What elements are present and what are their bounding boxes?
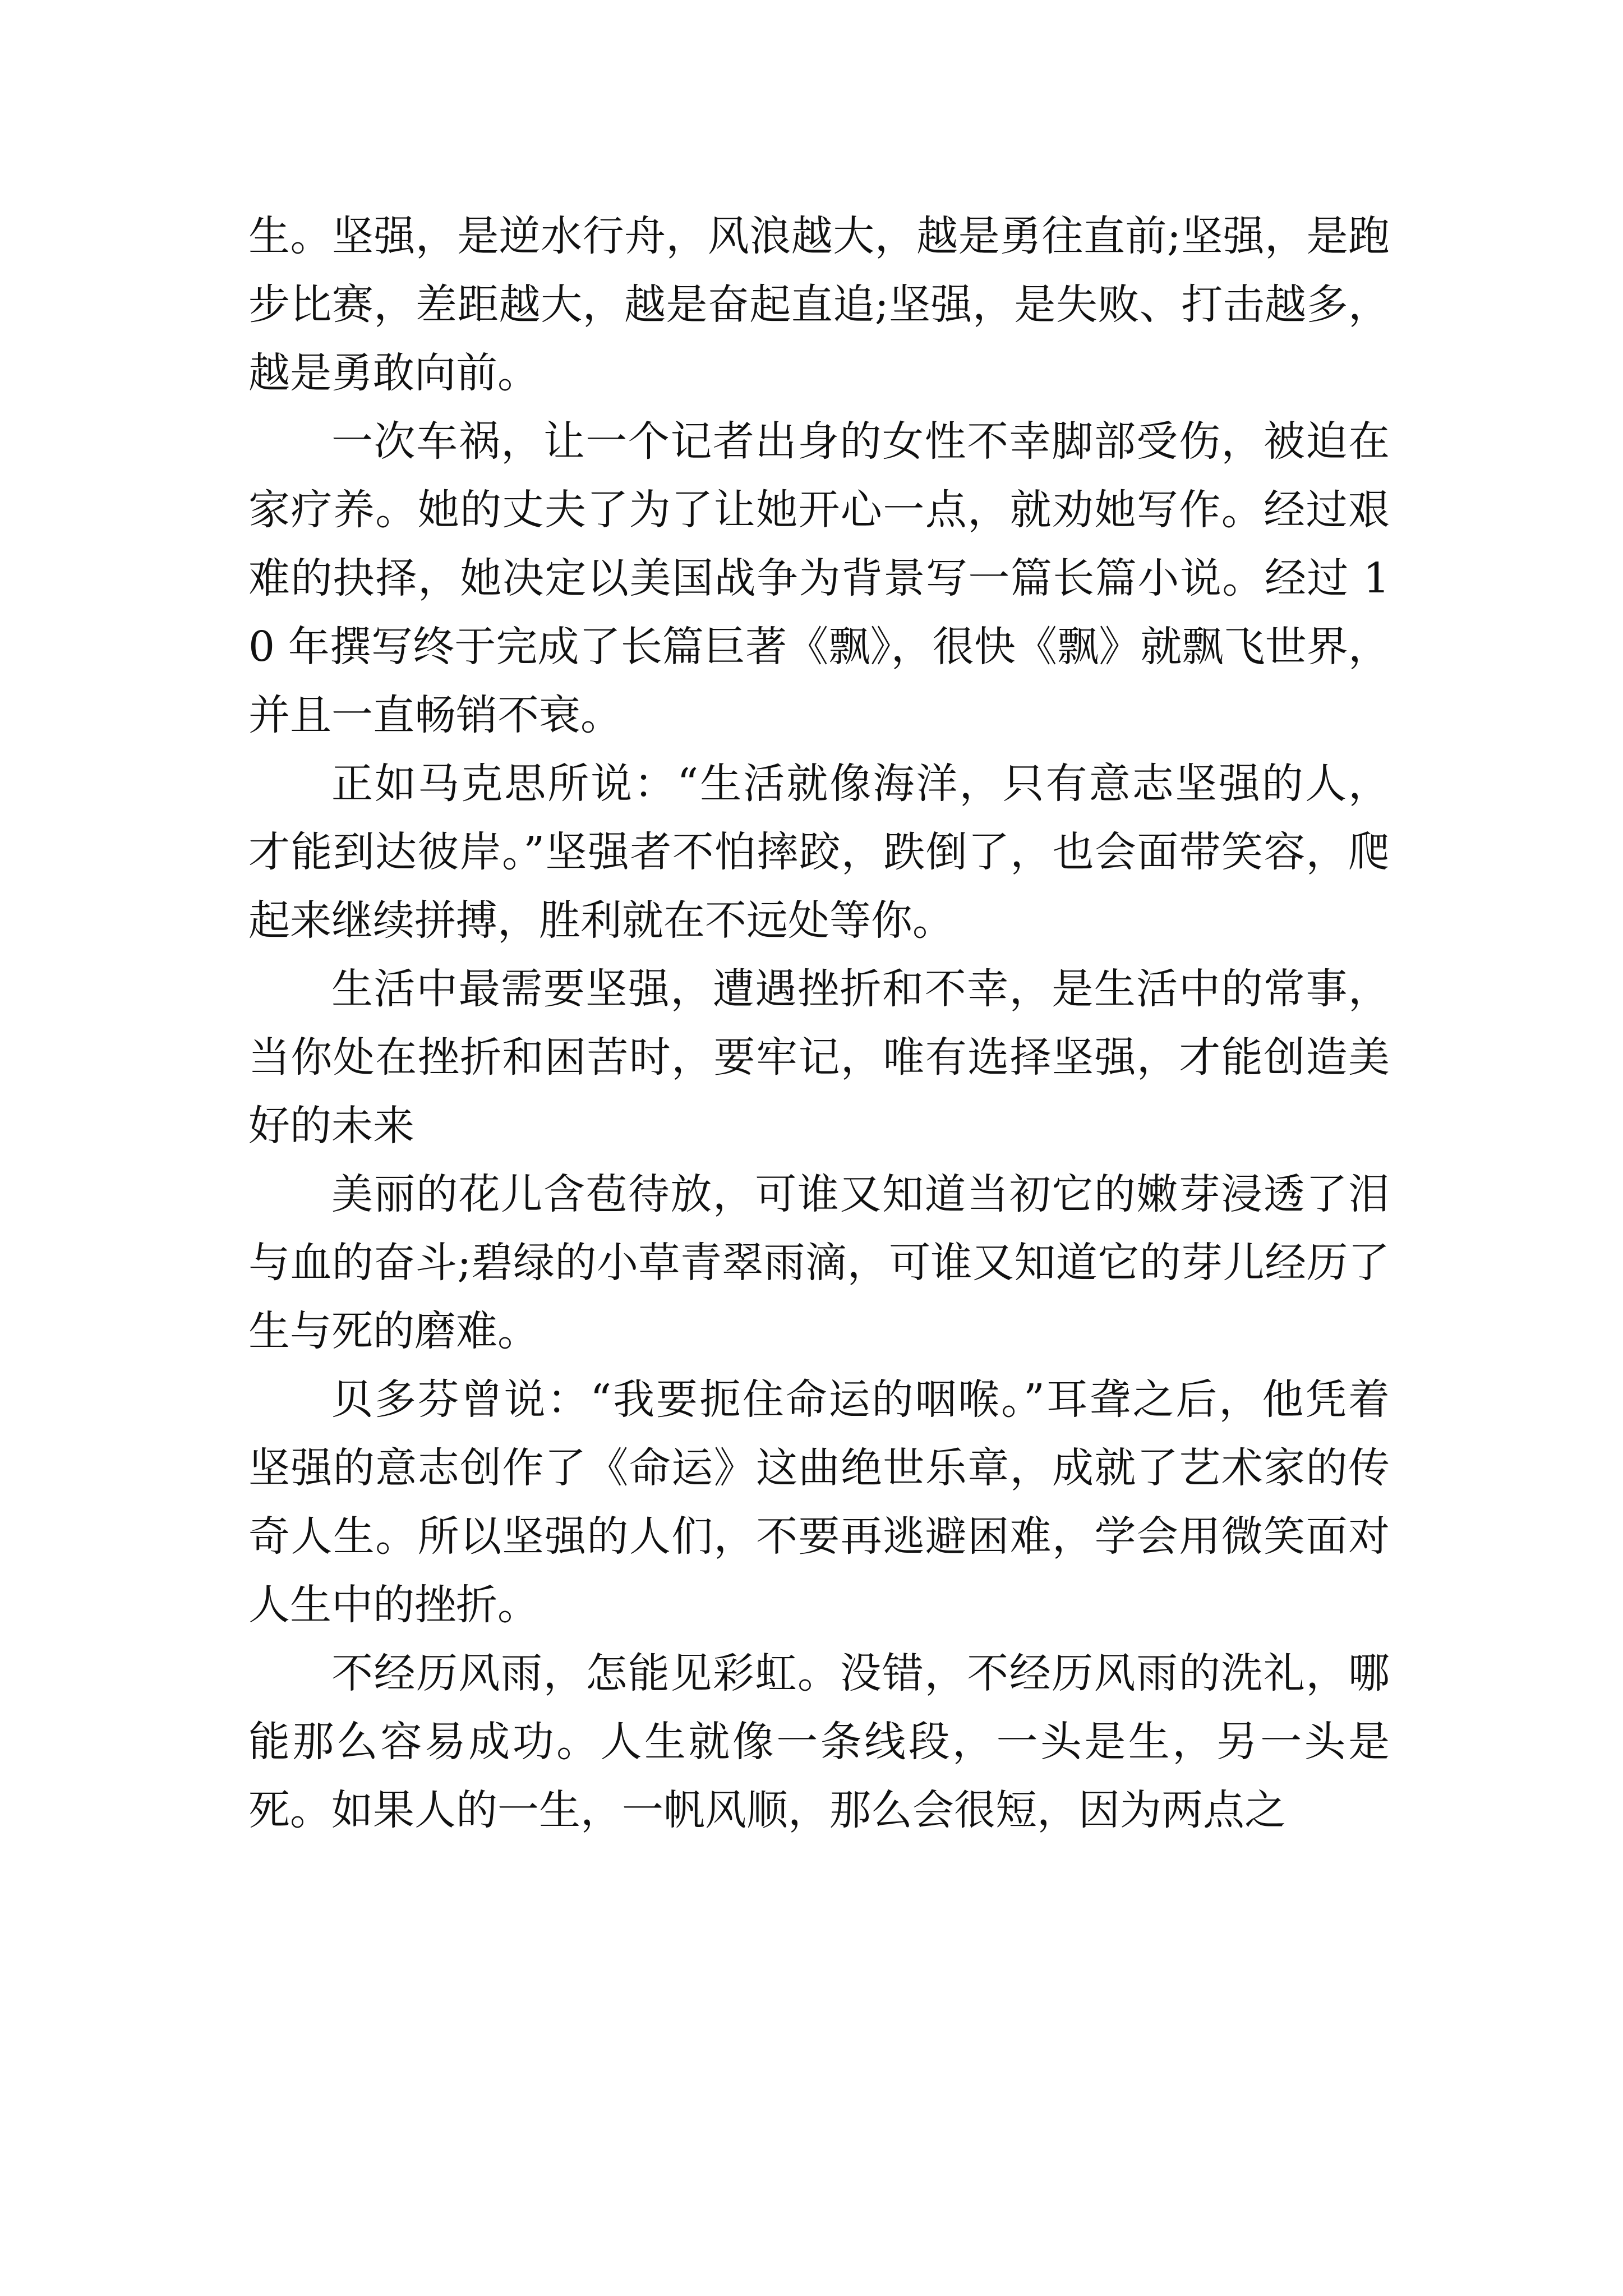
document-body	[248, 202, 1390, 1844]
paragraph-continuation: 生。坚强，是逆水行舟，风浪越大，越是勇往直前;坚强，是跑步比赛，差距越大，越是奋起直追;坚强，是失败、打击越多，越是勇敢向前。	[248, 212, 1390, 397]
paragraph: 贝多芬曾说：“我要扼住命运的咽喉。”耳聋之后，他凭着坚强的意志创作了《命运》这曲绝世乐章，成就了艺术家的传奇人生。所以坚强的人们，不要再逃避困难，学会用微笑面对人生中的挫折。	[248, 1375, 1390, 1629]
paragraph: 正如马克思所说：“生活就像海洋，只有意志坚强的人，才能到达彼岸。”坚强者不怕摔跤，跌倒了，也会面带笑容，爬起来继续拼搏，胜利就在不远处等你。	[248, 760, 1390, 945]
paragraph: 一次车祸，让一个记者出身的女性不幸脚部受伤，被迫在家疗养。她的丈夫了为了让她开心一点，就劝她写作。经过艰难的抉择，她决定以美国战争为背景写一篇长篇小说。经过 10 年撰写终于完成了长篇巨著《飘》，很快《飘》就飘飞世界，并且一直畅销不衰。	[248, 417, 1390, 739]
paragraph: 不经历风雨，怎能见彩虹。没错，不经历风雨的洗礼，哪能那么容易成功。人生就像一条线段，一头是生，另一头是死。如果人的一生，一帆风顺，那么会很短，因为两点之	[248, 1649, 1390, 1834]
paragraph: 美丽的花儿含苞待放，可谁又知道当初它的嫩芽浸透了泪与血的奋斗;碧绿的小草青翠雨滴，可谁又知道它的芽儿经历了生与死的磨难。	[248, 1170, 1390, 1355]
paragraph: 生活中最需要坚强，遭遇挫折和不幸，是生活中的常事，当你处在挫折和困苦时，要牢记，唯有选择坚强，才能创造美好的未来	[248, 965, 1390, 1150]
